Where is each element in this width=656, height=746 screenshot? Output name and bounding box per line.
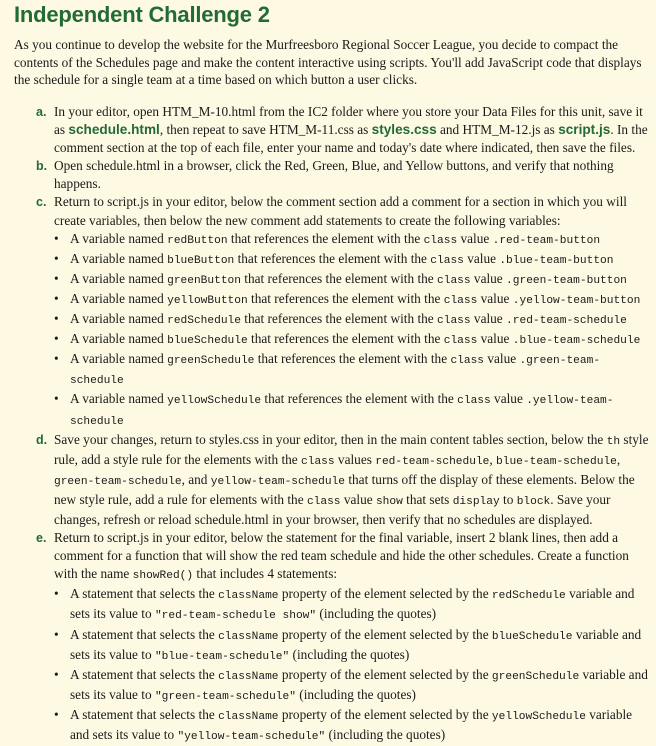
page-title: Independent Challenge 2 [14,2,270,27]
list-item: • A variable named blueButton that references the element with the class value .blue-team-button [54,250,652,270]
step-a: a. In your editor, open HTM_M-10.html from the IC2 folder where you store your Data Files for this unit, save it as schedule.html, then repeat to save HTM_M-11.css as styles.css and HTM_M-12.js as script.js. In the comment section at the top of each file, enter your name and today's date where indicated, then save the files. [36,104,648,156]
list-item: • A statement that selects the className property of the element selected by the yellowSchedule variable and sets its value to "yellow-team-schedule" (including the quotes) [54,706,652,746]
filename: styles.css [371,122,437,138]
list-item: • A statement that selects the className property of the element selected by the greenSchedule variable and sets its value to "green-team-schedule" (including the quotes) [54,666,652,706]
statement-list [54,585,652,746]
step-letter: c. [36,195,47,210]
step-letter: b. [36,159,48,174]
step-b: b. Open schedule.html in a browser, click the Red, Green, Blue, and Yellow buttons, and verify that nothing happens. [36,158,614,192]
list-item: • A variable named redSchedule that references the element with the class value .red-team-schedule [54,310,652,330]
list-item: • A statement that selects the className property of the element selected by the blueSchedule variable and sets its value to "blue-team-schedule" (including the quotes) [54,626,652,666]
filename: script.js [558,122,611,138]
variable-list [54,230,652,431]
step-letter: a. [36,105,47,119]
list-item: • A variable named redButton that references the element with the class value .red-team-button [54,230,652,250]
steps-list [20,103,652,746]
step-d: d. Save your changes, return to styles.css in your editor, then in the main content tables section, below the th style rule, add a style rule for the elements with the class values red-team-schedule, blue-team-schedule, green-team-schedule, and yellow-team-schedule that turns off the display of these elements. Below the new style rule, add a rule for elements with the class value show that sets display to block. Save your changes, refresh or reload schedule.html in your browser, then verify that no schedules are displayed. [36,431,649,527]
list-item: • A variable named greenSchedule that references the element with the class value .green-team-schedule [54,350,652,390]
list-item: • A statement that selects the className property of the element selected by the redSchedule variable and sets its value to "red-team-schedule show" (including the quotes) [54,585,652,625]
step-e: e. Return to script.js in your editor, below the statement for the final variable, insert 2 blank lines, then add a comment for a function that will show the red team schedule and hide the other schedules. Create a function with the name showRed() that includes 4 statements: • A statement that selects the className property of the element selected by the redSchedule variable and sets its value to "red-team-schedule show" (including the quotes) • A statement that selects the className property of the element selected by the blueSchedule variable and sets its value to "blue-team-schedule" (including the quotes) • A statement that selects the className property of the element selected by the greenSchedule variable and sets its value to "green-team-schedule" (including the quotes) • A statement that selects the className property of the element selected by the yellowSchedule variable and sets its value to "yellow-team-schedule" (including the quotes) [20,529,652,746]
filename: schedule.html [68,122,160,138]
intro-paragraph: As you continue to develop the website for the Murfreesboro Regional Soccer League, you decide to compact the contents of the Schedules page and make the content interactive using scripts. You'll add JavaScript code that displays the schedule for a single team at a time based on which button a user clicks. [14,37,642,88]
list-item: • A variable named yellowButton that references the element with the class value .yellow-team-button [54,290,652,310]
step-c: c. Return to script.js in your editor, below the comment section add a comment for a section in which you will create variables, then below the new comment add statements to create the following variables: • A variable named redButton that references the element with the class value .red-team-button • A variable named blueButton that references the element with the class value .blue-team-button • A variable named greenButton that references the element with the class value .green-team-button • A variable named yellowButton that references the element with the class value .yellow-team-button • A variable named redSchedule that references the element with the class value .red-team-schedule • A variable named blueSchedule that references the element with the class value .blue-team-schedule • A variable named greenSchedule that references the element with the class value .green-team-schedule • A variable named yellowSchedule that references the element with the class value .yellow-team-schedule [20,193,652,430]
list-item: • A variable named yellowSchedule that references the element with the class value .yellow-team-schedule [54,390,652,430]
step-letter: d. [36,432,48,447]
list-item: • A variable named blueSchedule that references the element with the class value .blue-team-schedule [54,330,652,350]
step-letter: e. [36,531,47,546]
list-item: • A variable named greenButton that references the element with the class value .green-team-button [54,270,652,290]
